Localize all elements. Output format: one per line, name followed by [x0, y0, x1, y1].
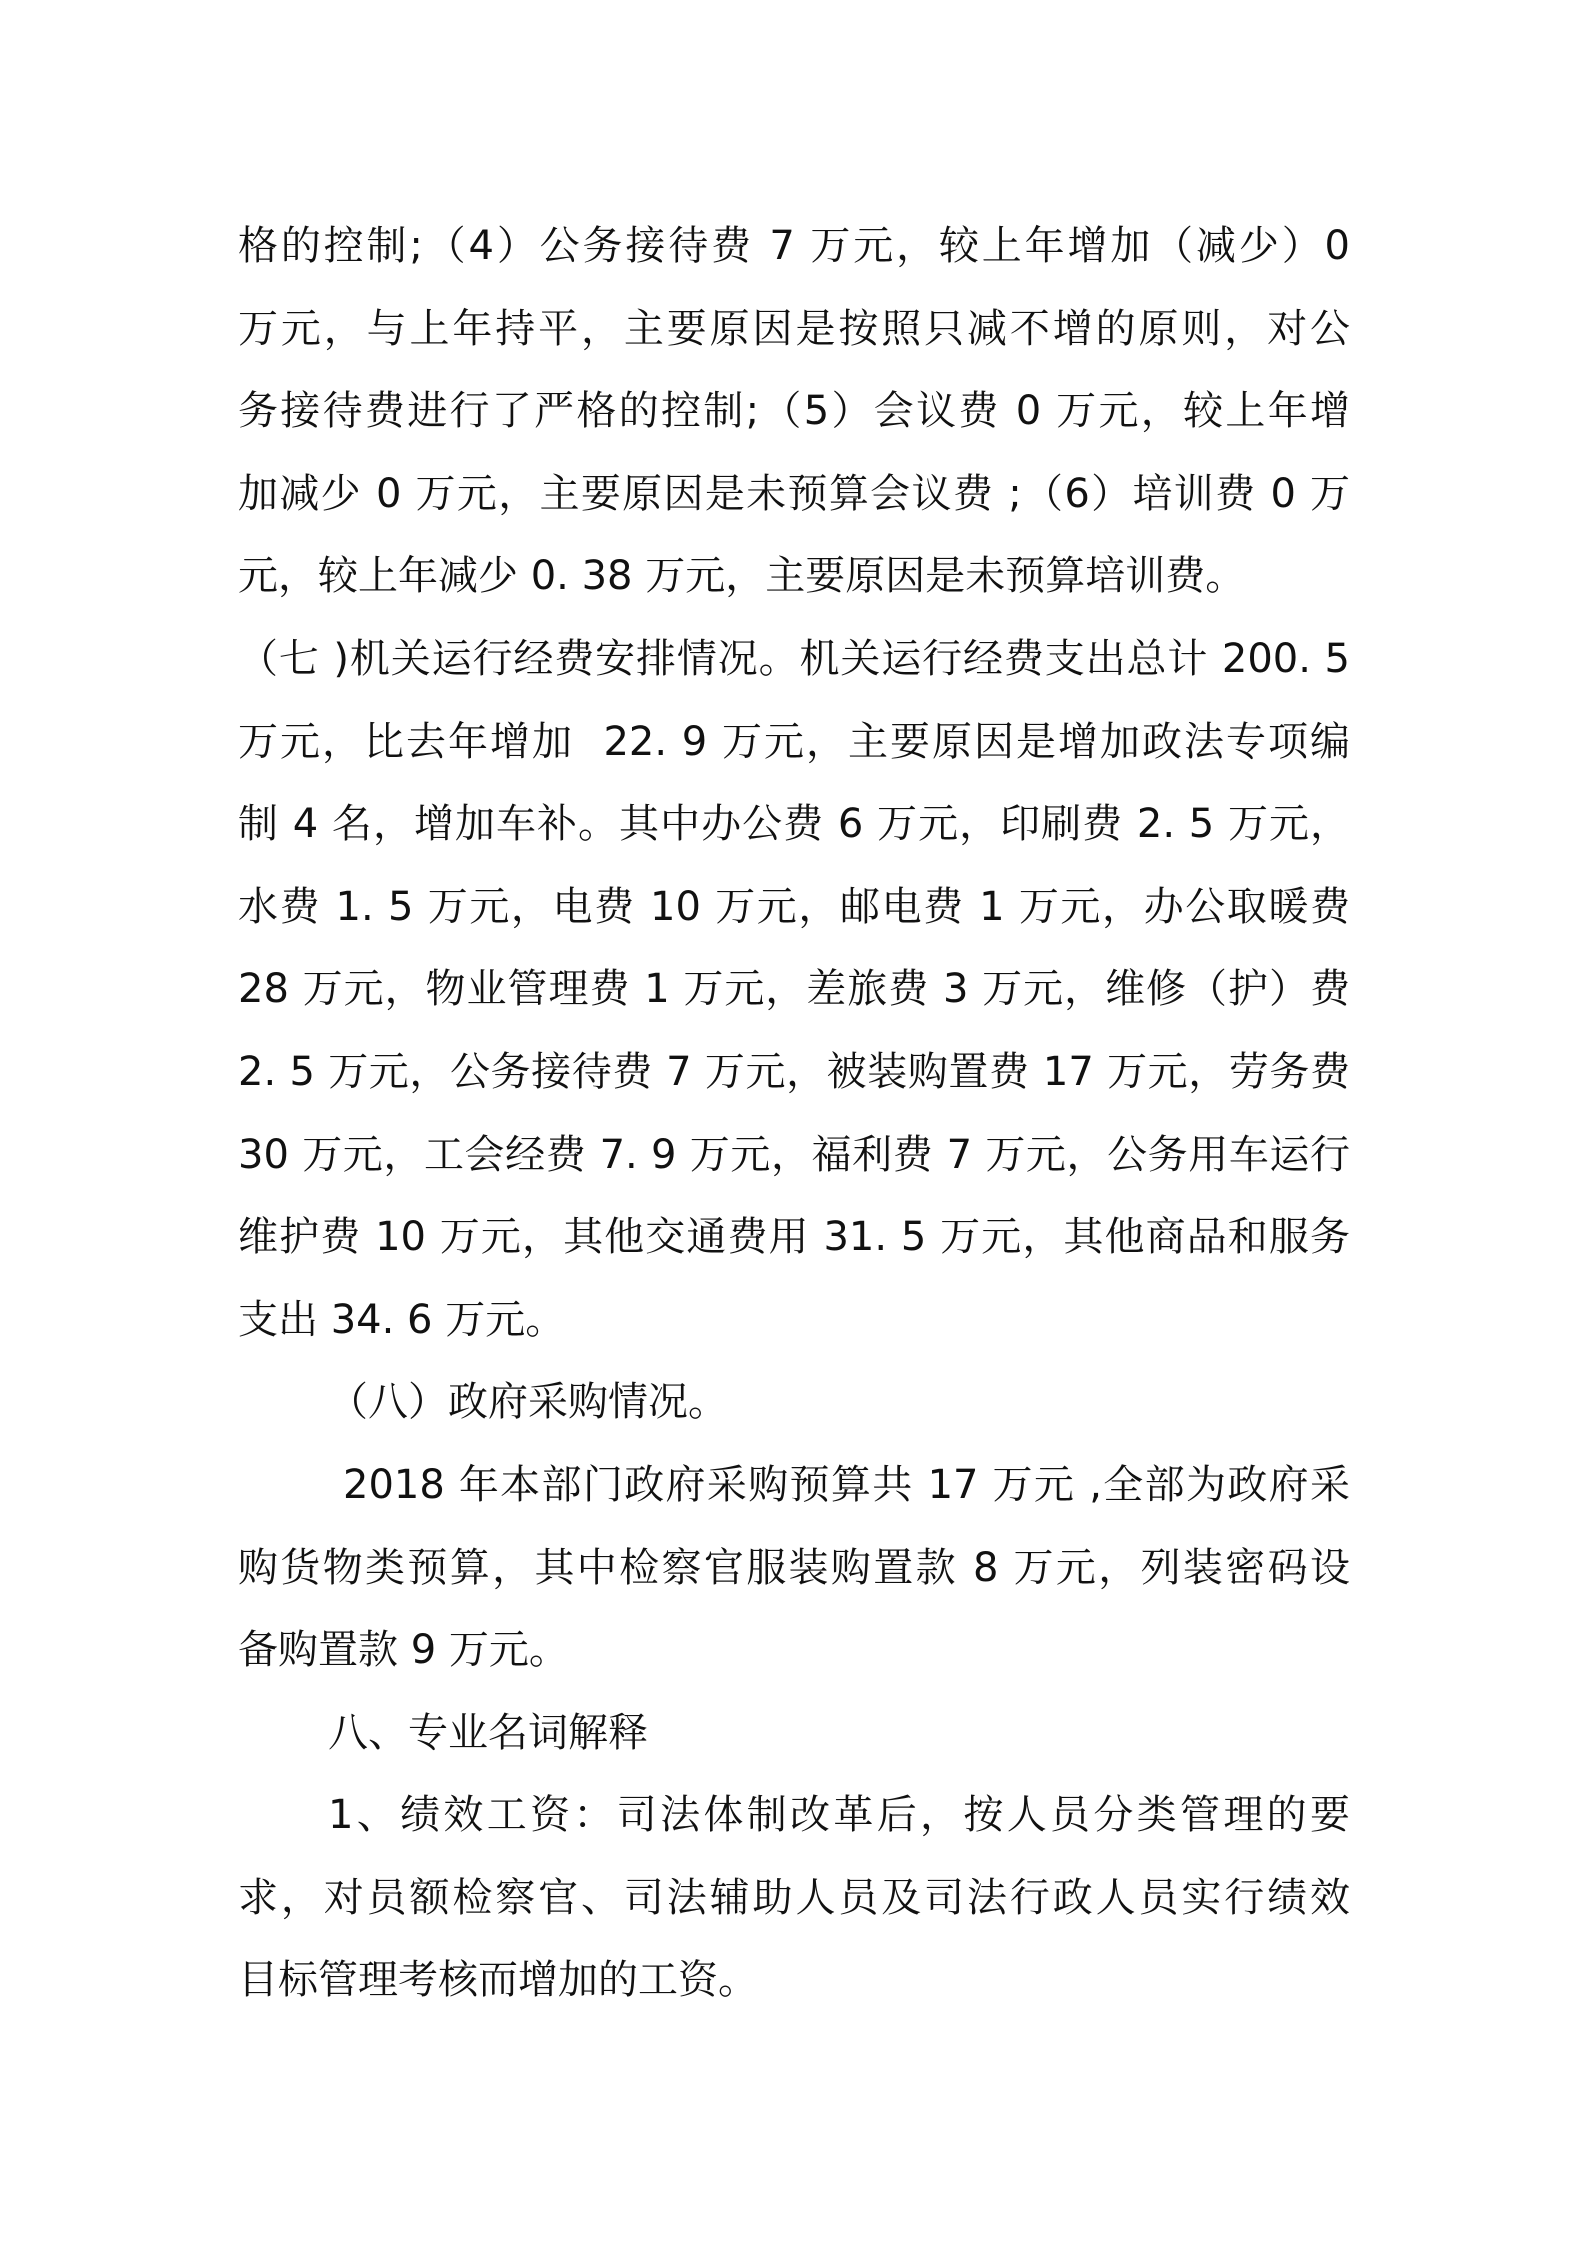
body-text-line: 1、绩效工资：司法体制改革后，按人员分类管理的要	[328, 1792, 1350, 1839]
section-heading-line: （八）政府采购情况。	[328, 1379, 728, 1426]
body-text-line: 格的控制;（4）公务接待费 7 万元，较上年增加（减少）0	[238, 223, 1350, 269]
body-text-line: 支出 34. 6 万元。	[238, 1296, 566, 1343]
body-text-line: 制 4 名，增加车补。其中办公费 6 万元，印刷费 2. 5 万元，	[238, 801, 1350, 848]
body-text-line: 元，较上年减少 0. 38 万元，主要原因是未预算培训费。	[238, 553, 1246, 600]
body-text-line: 目标管理考核而增加的工资。	[238, 1957, 758, 2004]
body-text-line: 2. 5 万元，公务接待费 7 万元，被装购置费 17 万元，劳务费	[238, 1048, 1350, 1095]
body-text-line: 水费 1. 5 万元，电费 10 万元，邮电费 1 万元，办公取暖费	[238, 883, 1350, 930]
body-text-line: 加减少 0 万元，主要原因是未预算会议费 ;（6）培训费 0 万	[238, 470, 1350, 517]
body-text-line: 务接待费进行了严格的控制;（5）会议费 0 万元，较上年增	[238, 388, 1350, 435]
body-text-line: 购货物类预算，其中检察官服装购置款 8 万元，列装密码设	[238, 1544, 1350, 1591]
body-text-line: 备购置款 9 万元。	[238, 1627, 569, 1674]
section-heading-line: 八、专业名词解释	[328, 1709, 648, 1756]
body-text-line: 求，对员额检察官、司法辅助人员及司法行政人员实行绩效	[238, 1874, 1350, 1921]
body-text-line: 万元，与上年持平，主要原因是按照只减不增的原则，对公	[238, 305, 1350, 352]
document-body	[238, 205, 1350, 2022]
section-heading-line: （七 )机关运行经费安排情况。机关运行经费支出总计 200. 5	[238, 635, 1350, 682]
body-text-line: 万元，比去年增加 22. 9 万元，主要原因是增加政法专项编	[238, 718, 1350, 765]
body-text-line: 30 万元，工会经费 7. 9 万元，福利费 7 万元，公务用车运行	[238, 1131, 1350, 1178]
body-text-line: 28 万元，物业管理费 1 万元，差旅费 3 万元，维修（护）费	[238, 966, 1350, 1013]
body-text-line: 2018 年本部门政府采购预算共 17 万元 ,全部为政府采	[343, 1461, 1350, 1508]
body-text-line: 维护费 10 万元，其他交通费用 31. 5 万元，其他商品和服务	[238, 1214, 1350, 1261]
